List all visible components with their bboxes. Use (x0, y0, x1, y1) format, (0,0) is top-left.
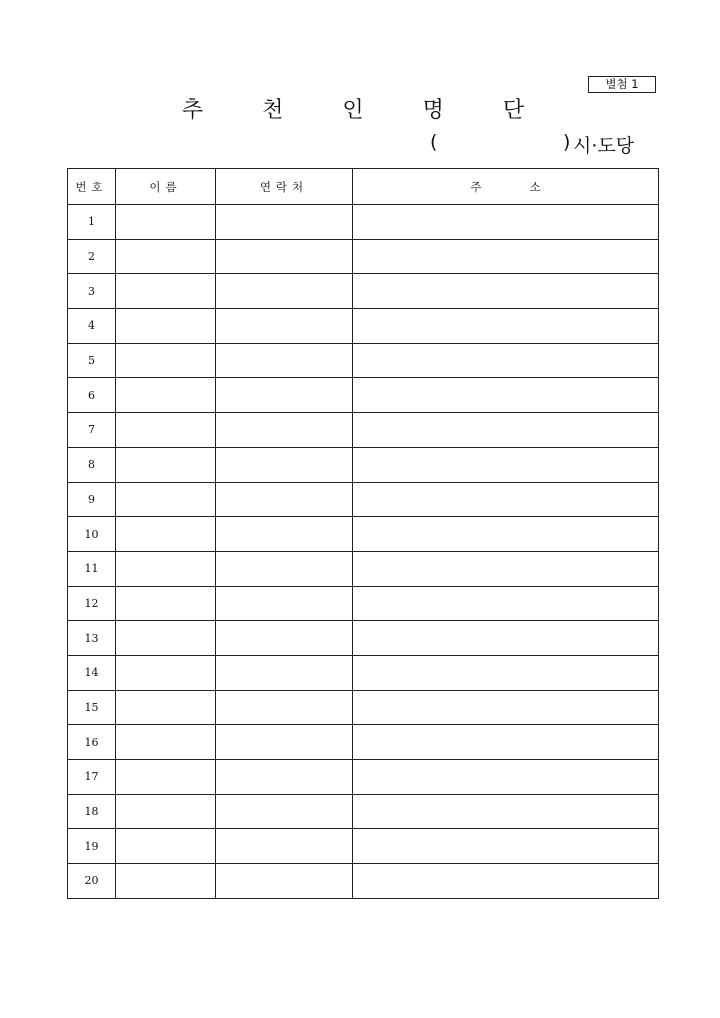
row-number: 19 (68, 829, 116, 864)
row-contact-cell[interactable] (216, 517, 353, 552)
table-header-row (68, 169, 659, 205)
row-address-cell[interactable] (353, 794, 659, 829)
row-address-cell[interactable] (353, 517, 659, 552)
table-row (68, 829, 659, 864)
row-address-cell[interactable] (353, 621, 659, 656)
table-body (68, 205, 659, 899)
row-contact-cell[interactable] (216, 551, 353, 586)
row-number: 18 (68, 794, 116, 829)
table-row (68, 655, 659, 690)
row-number: 7 (68, 413, 116, 448)
table-row (68, 725, 659, 760)
table-row (68, 794, 659, 829)
header-address: 주소 (353, 169, 659, 205)
row-address-cell[interactable] (353, 864, 659, 899)
row-number: 15 (68, 690, 116, 725)
row-address-cell[interactable] (353, 551, 659, 586)
row-address-cell[interactable] (353, 309, 659, 344)
row-contact-cell[interactable] (216, 794, 353, 829)
row-address-cell[interactable] (353, 205, 659, 240)
row-name-cell[interactable] (116, 655, 216, 690)
row-number: 16 (68, 725, 116, 760)
row-name-cell[interactable] (116, 760, 216, 795)
row-contact-cell[interactable] (216, 274, 353, 309)
recommender-table (67, 168, 659, 899)
row-contact-cell[interactable] (216, 482, 353, 517)
row-number: 6 (68, 378, 116, 413)
region-line (430, 131, 662, 159)
row-address-cell[interactable] (353, 586, 659, 621)
row-contact-cell[interactable] (216, 655, 353, 690)
row-name-cell[interactable] (116, 378, 216, 413)
row-contact-cell[interactable] (216, 239, 353, 274)
region-open-paren: ( (430, 131, 438, 153)
row-name-cell[interactable] (116, 309, 216, 344)
row-contact-cell[interactable] (216, 586, 353, 621)
table-row (68, 413, 659, 448)
table-row (68, 690, 659, 725)
row-contact-cell[interactable] (216, 378, 353, 413)
region-close-paren: ) (563, 131, 571, 153)
table-row (68, 864, 659, 899)
row-number: 13 (68, 621, 116, 656)
table-row (68, 760, 659, 795)
header-contact: 연락처 (216, 169, 353, 205)
row-contact-cell[interactable] (216, 413, 353, 448)
row-name-cell[interactable] (116, 447, 216, 482)
row-contact-cell[interactable] (216, 829, 353, 864)
row-name-cell[interactable] (116, 621, 216, 656)
row-name-cell[interactable] (116, 725, 216, 760)
row-number: 11 (68, 551, 116, 586)
row-number: 17 (68, 760, 116, 795)
table-row (68, 551, 659, 586)
row-contact-cell[interactable] (216, 760, 353, 795)
row-number: 1 (68, 205, 116, 240)
table-row (68, 239, 659, 274)
table-row (68, 309, 659, 344)
row-name-cell[interactable] (116, 482, 216, 517)
row-contact-cell[interactable] (216, 864, 353, 899)
row-address-cell[interactable] (353, 482, 659, 517)
table-row (68, 274, 659, 309)
row-name-cell[interactable] (116, 551, 216, 586)
page-title: 추 천 인 명 단 (181, 98, 551, 123)
row-address-cell[interactable] (353, 447, 659, 482)
row-name-cell[interactable] (116, 239, 216, 274)
row-number: 2 (68, 239, 116, 274)
header-name: 이름 (116, 169, 216, 205)
row-number: 12 (68, 586, 116, 621)
table-row (68, 205, 659, 240)
row-name-cell[interactable] (116, 829, 216, 864)
row-number: 8 (68, 447, 116, 482)
row-address-cell[interactable] (353, 760, 659, 795)
table-row (68, 378, 659, 413)
row-name-cell[interactable] (116, 343, 216, 378)
region-suffix: 시·도당 (573, 135, 635, 157)
row-name-cell[interactable] (116, 205, 216, 240)
row-number: 4 (68, 309, 116, 344)
region-blank-field[interactable] (446, 131, 560, 155)
table-row (68, 482, 659, 517)
row-address-cell[interactable] (353, 725, 659, 760)
row-contact-cell[interactable] (216, 690, 353, 725)
row-contact-cell[interactable] (216, 205, 353, 240)
row-name-cell[interactable] (116, 274, 216, 309)
row-number: 3 (68, 274, 116, 309)
row-address-cell[interactable] (353, 274, 659, 309)
row-name-cell[interactable] (116, 586, 216, 621)
row-address-cell[interactable] (353, 690, 659, 725)
attachment-label: 별첨 1 (588, 76, 656, 93)
table-row (68, 447, 659, 482)
row-name-cell[interactable] (116, 690, 216, 725)
row-number: 10 (68, 517, 116, 552)
row-number: 20 (68, 864, 116, 899)
table-row (68, 343, 659, 378)
row-name-cell[interactable] (116, 864, 216, 899)
row-name-cell[interactable] (116, 794, 216, 829)
header-number: 번호 (68, 169, 116, 205)
row-name-cell[interactable] (116, 413, 216, 448)
row-number: 9 (68, 482, 116, 517)
row-contact-cell[interactable] (216, 343, 353, 378)
row-address-cell[interactable] (353, 655, 659, 690)
row-contact-cell[interactable] (216, 725, 353, 760)
row-number: 5 (68, 343, 116, 378)
row-number: 14 (68, 655, 116, 690)
row-name-cell[interactable] (116, 517, 216, 552)
row-address-cell[interactable] (353, 239, 659, 274)
table-row (68, 517, 659, 552)
row-contact-cell[interactable] (216, 621, 353, 656)
row-contact-cell[interactable] (216, 447, 353, 482)
row-address-cell[interactable] (353, 829, 659, 864)
table-row (68, 621, 659, 656)
table-row (68, 586, 659, 621)
row-address-cell[interactable] (353, 378, 659, 413)
row-address-cell[interactable] (353, 343, 659, 378)
row-address-cell[interactable] (353, 413, 659, 448)
row-contact-cell[interactable] (216, 309, 353, 344)
